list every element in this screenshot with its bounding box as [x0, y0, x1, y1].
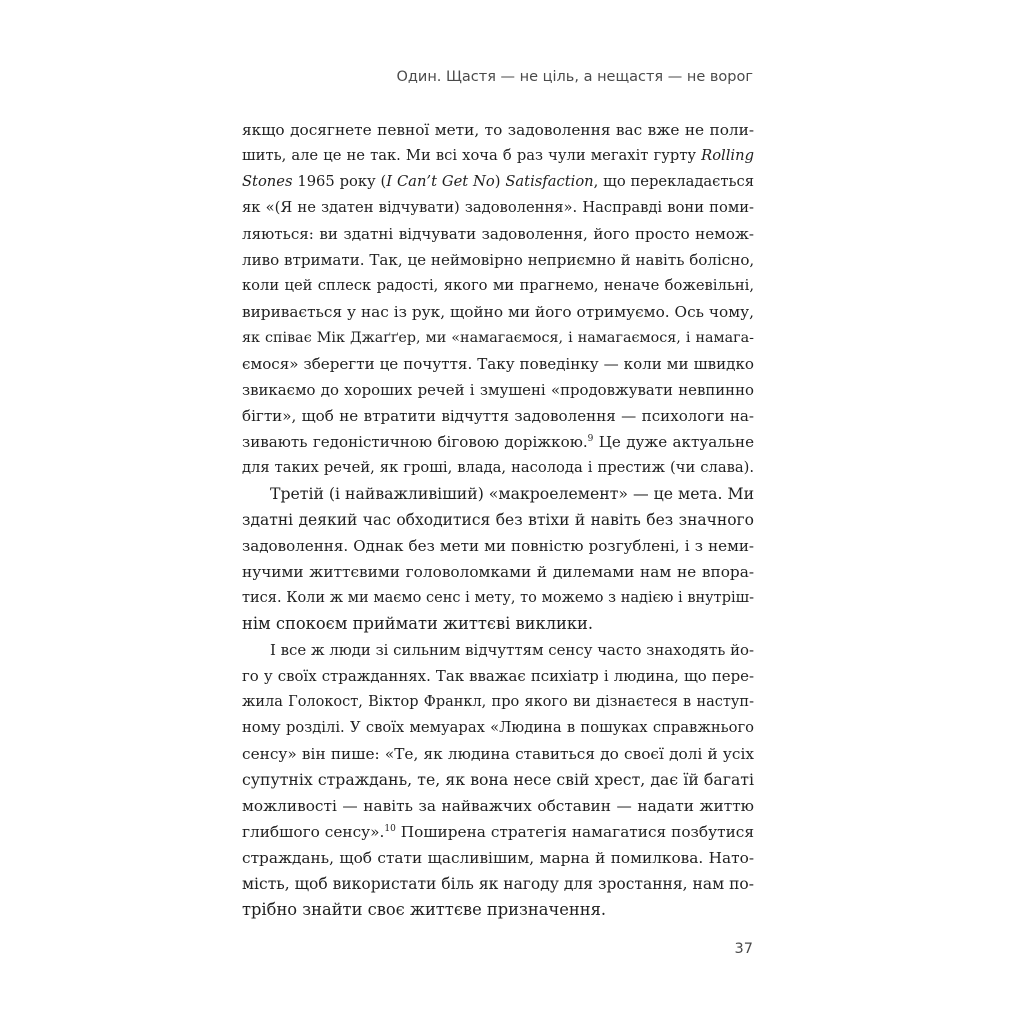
text-line: трібно знайти своє життєве призначення.: [242, 900, 607, 919]
text-span: Поширена стратегія намагатися позбутися: [395, 823, 754, 841]
text-line: ємося» зберегти це почуття. Таку поведінку — коли ми швидко: [242, 355, 754, 373]
paragraph-3: [242, 637, 754, 923]
footnote-ref[interactable]: 9: [587, 434, 594, 444]
text-line: [242, 143, 754, 169]
text-line: якщо досягнете певної мети, то задоволення вас вже не поли-: [242, 121, 754, 139]
text-line: здатні деякий час обходитися без втіхи й навіть без значного: [242, 511, 754, 529]
text-line: як співає Мік Джаґґер, ми «намагаємося, і намагаємося, і намага-: [242, 330, 754, 346]
text-line: Третій (і найважливіший) «макроелемент» — це мета. Ми: [270, 484, 755, 503]
text-line: го у своїх стражданнях. Так вважає психіатр і людина, що пере-: [242, 667, 754, 685]
text-line: нім спокоєм приймати життєві виклики.: [242, 614, 594, 633]
paragraph-1: [242, 117, 754, 481]
song-artist-italic: Stones: [242, 173, 293, 190]
text-line: як «(Я не здатен відчувати) задоволення». Насправді вони поми-: [242, 199, 754, 216]
text-line: бігти», щоб не втратити відчуття задоволення — психологи на-: [242, 407, 754, 425]
text-span: зивають гедоністичною біговою доріжкою.: [242, 433, 588, 451]
text-span: ): [494, 173, 506, 190]
text-line: для таких речей, як гроші, влада, насолода і престиж (чи слава).: [242, 459, 754, 476]
text-line: задоволення. Однак без мети ми повністю розгублені, і з неми-: [242, 537, 754, 555]
page-number: 37: [734, 941, 753, 957]
text-line: [242, 819, 754, 845]
text-line: страждань, щоб стати щасливішим, марна й помилкова. Нато-: [242, 849, 754, 867]
text-line: І все ж люди зі сильним відчуттям сенсу часто знаходять йо-: [270, 641, 755, 659]
text-line: коли цей сплеск радості, якого ми прагнемо, неначе божевільні,: [242, 277, 754, 294]
text-line: [242, 169, 754, 195]
text-line: можливості — навіть за найважчих обставин — надати життю: [242, 797, 754, 815]
text-line: сенсу» він пише: «Те, як людина ставиться до своєї долі й усіх: [242, 745, 754, 763]
text-line: жила Голокост, Віктор Франкл, про якого ви дізнаєтеся в наступ-: [242, 694, 754, 710]
text-line: супутніх страждань, те, як вона несе свій хрест, дає їй багаті: [242, 770, 754, 789]
text-span: Це дуже актуальне: [593, 433, 754, 451]
text-span: 1965 року (: [292, 173, 387, 190]
song-title-italic: Satisfaction: [505, 173, 594, 190]
text-line: ному розділі. У своїх мемуарах «Людина в пошуках справжнього: [242, 719, 754, 736]
text-line: тися. Коли ж ми маємо сенс і мету, то можемо з надією і внутріш-: [242, 590, 754, 606]
text-span: , що перекладається: [593, 173, 755, 190]
song-artist-italic: Rolling: [701, 147, 754, 164]
text-span: шить, але це не так. Ми всі хоча б раз чули мегахіт гурту: [242, 147, 702, 164]
body-text: [242, 117, 754, 923]
text-line: звикаємо до хороших речей і змушені «продовжувати невпинно: [242, 381, 754, 399]
text-line: ливо втримати. Так, це неймовірно неприємно й навіть болісно,: [242, 251, 755, 269]
running-head: Один. Щастя — не ціль, а нещастя — не ворог: [396, 69, 753, 85]
text-line: нучими життєвими головоломками й дилемами нам не впора-: [242, 563, 754, 581]
song-title-italic: I Can’t Get No: [386, 173, 495, 190]
text-span: глибшого сенсу».: [242, 823, 385, 841]
text-line: мість, щоб використати біль як нагоду для зростання, нам по-: [242, 875, 754, 893]
footnote-ref[interactable]: 10: [384, 824, 396, 834]
text-line: ляються: ви здатні відчувати задоволення, його просто немож-: [242, 225, 754, 243]
paragraph-2: [242, 481, 754, 637]
text-line: [242, 429, 754, 455]
text-line: виривається у нас із рук, щойно ми його отримуємо. Ось чому,: [242, 303, 754, 321]
